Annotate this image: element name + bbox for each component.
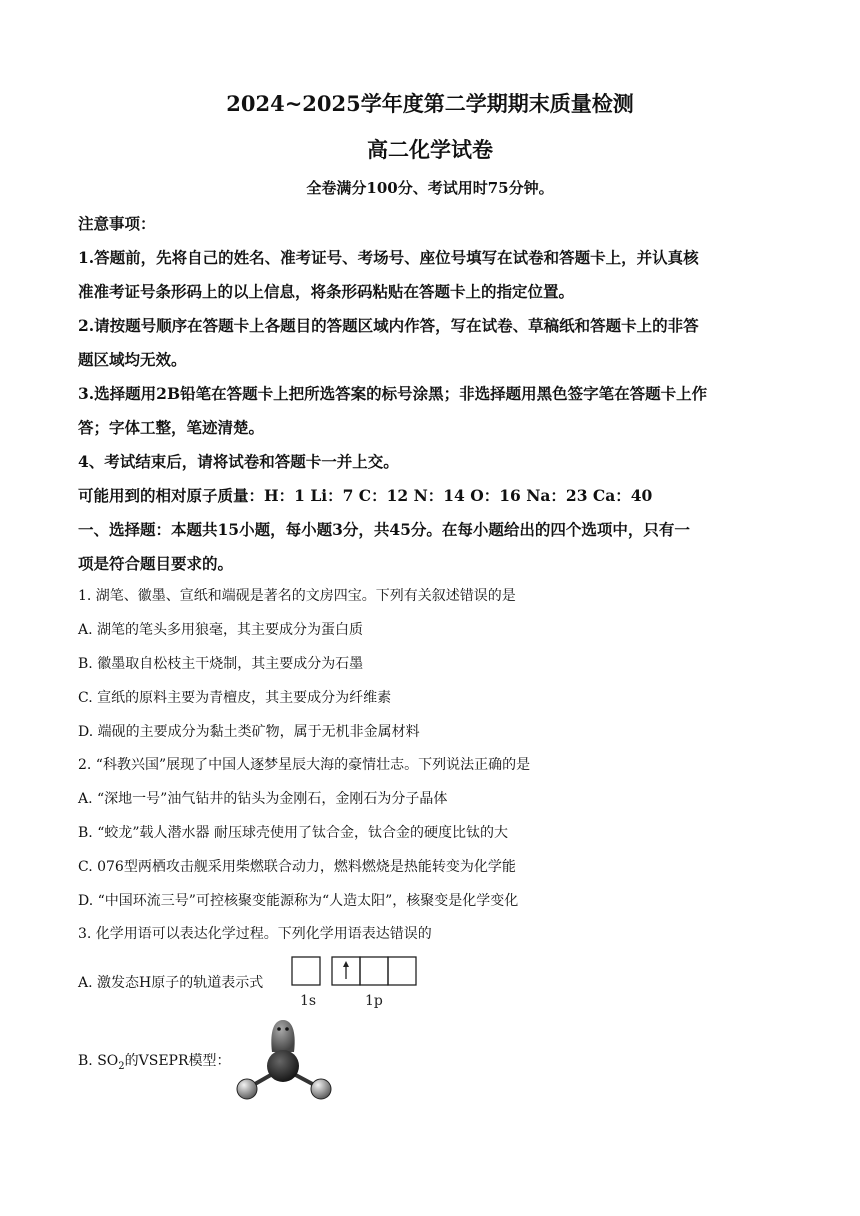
exam-info: 全卷满分100分、考试用时75分钟。 — [306, 179, 554, 197]
notice-item-4: 4、考试结束后，请将试卷和答题卡一并上交。 — [78, 452, 399, 471]
notice-item-3-line-1: 3.选择题用2B铅笔在答题卡上把所选答案的标号涂黑；非选择题用黑色签字笔在答题卡上作 — [78, 384, 708, 403]
q2-option-b: B. “蛟龙”载人潜水器 耐压球壳使用了钛合金，钛合金的硬度比钛的大 — [78, 825, 508, 841]
q3-stem: 3. 化学用语可以表达化学过程。下列化学用语表达错误的 — [78, 926, 432, 942]
q1-option-c: C. 宣纸的原料主要为青檀皮，其主要成分为纤维素 — [78, 690, 392, 706]
q3-option-b-prefix: B. SO — [78, 1053, 119, 1069]
notice-item-1-line-2: 准准考证号条形码上的以上信息，将条形码粘贴在答题卡上的指定位置。 — [78, 282, 575, 301]
section-1-heading-line-2: 项是符合题目要求的。 — [78, 554, 234, 573]
notice-item-1-line-1: 1.答题前，先将自己的姓名、准考证号、考场号、座位号填写在试卷和答题卡上，并认真核 — [78, 248, 699, 267]
q2-option-d: D. “中国环流三号”可控核聚变能源称为“人造太阳”，核聚变是化学变化 — [78, 893, 519, 909]
orbital-box-1p-3 — [388, 957, 416, 985]
so2-vsepr-model — [230, 1016, 340, 1106]
exam-subtitle: 高二化学试卷 — [367, 137, 493, 162]
q2-option-a: A. “深地一号”油气钻井的钻头为金刚石，金刚石为分子晶体 — [78, 791, 448, 807]
q1-stem: 1. 湖笔、徽墨、宣纸和端砚是著名的文房四宝。下列有关叙述错误的是 — [78, 588, 516, 604]
orbital-box-1p-2 — [360, 957, 388, 985]
exam-title: 2024~2025学年度第二学期期末质量检测 — [226, 91, 634, 116]
q3-option-b-label — [78, 1050, 231, 1072]
q3-option-a — [78, 955, 498, 1015]
orbital-diagram — [288, 955, 498, 1015]
sulfur-atom — [267, 1050, 299, 1082]
lone-pair-lobe — [271, 1020, 294, 1052]
section-1-heading-line-1: 一、选择题：本题共15小题，每小题3分，共45分。在每小题给出的四个选项中，只有一 — [78, 520, 690, 539]
oxygen-atom-right — [311, 1079, 331, 1099]
orbital-label-1s: 1s — [300, 993, 317, 1009]
electron-up-arrow-icon — [343, 961, 349, 979]
notice-item-2-line-2: 题区域均无效。 — [78, 350, 187, 369]
q1-option-a: A. 湖笔的笔头多用狼毫，其主要成分为蛋白质 — [78, 622, 364, 638]
oxygen-atom-left — [237, 1079, 257, 1099]
atomic-masses: 可能用到的相对原子质量：H：1 Li：7 C：12 N：14 O：16 Na：23 Ca：40 — [78, 486, 653, 505]
q3-option-b-subscript: 2 — [118, 1060, 125, 1072]
orbital-box-1s — [292, 957, 320, 985]
q3-option-a-label: A. 激发态H原子的轨道表示式 — [78, 975, 264, 991]
q1-option-b: B. 徽墨取自松枝主干烧制，其主要成分为石墨 — [78, 656, 364, 672]
notice-item-2-line-1: 2.请按题号顺序在答题卡上各题目的答题区域内作答，写在试卷、草稿纸和答题卡上的非答 — [78, 316, 699, 335]
q2-option-c: C. 076型两栖攻击舰采用柴燃联合动力，燃料燃烧是热能转变为化学能 — [78, 859, 516, 875]
notice-heading: 注意事项： — [78, 214, 156, 233]
notice-item-3-line-2: 答；字体工整，笔迹清楚。 — [78, 418, 265, 437]
q2-stem: 2. “科教兴国”展现了中国人逐梦星辰大海的豪情壮志。下列说法正确的是 — [78, 757, 531, 773]
q3-option-b-suffix: 的VSEPR模型： — [124, 1053, 231, 1069]
orbital-label-1p: 1p — [365, 993, 383, 1009]
q1-option-d: D. 端砚的主要成分为黏土类矿物，属于无机非金属材料 — [78, 724, 420, 740]
